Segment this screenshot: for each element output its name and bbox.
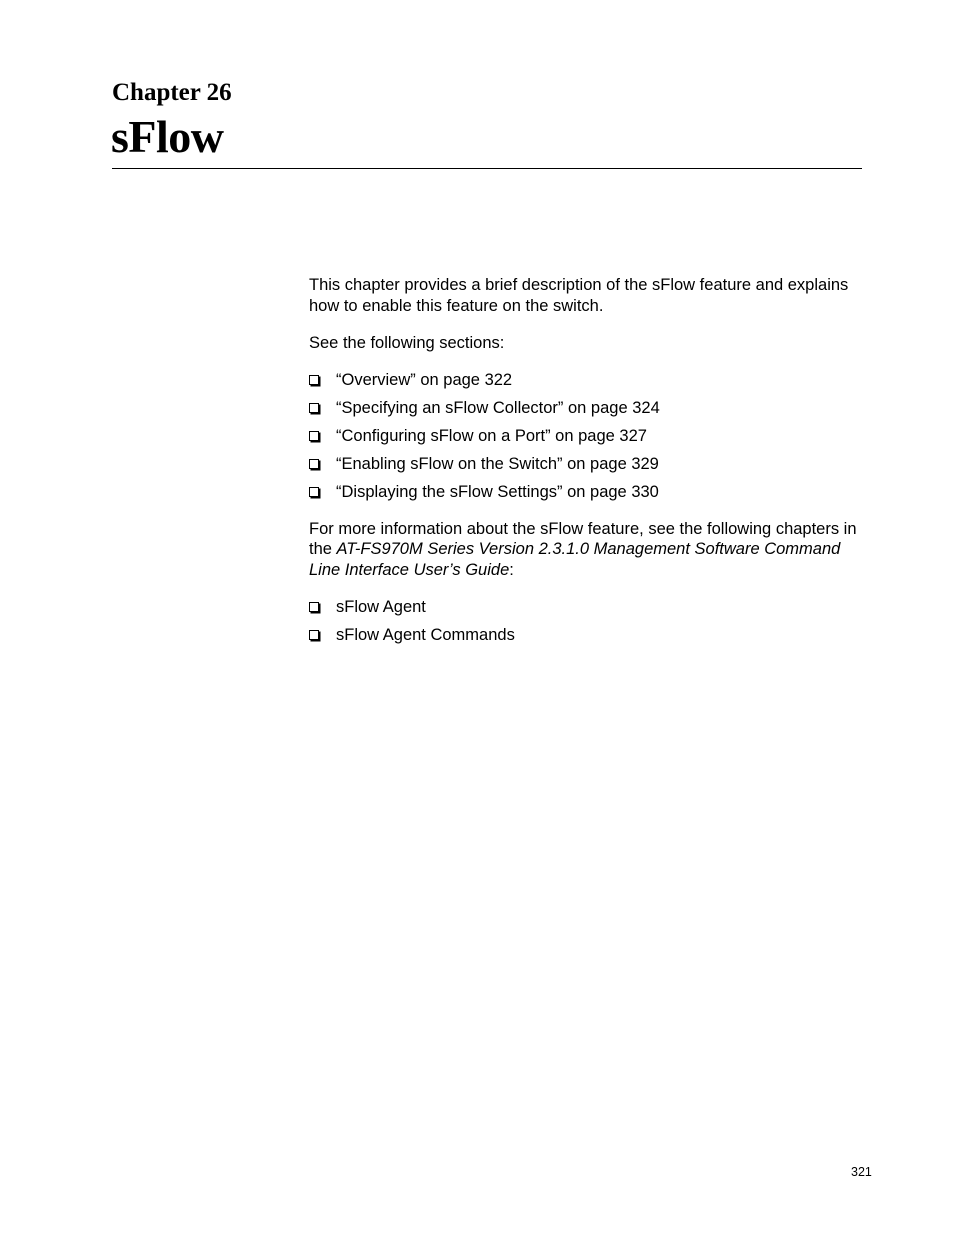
checkbox-bullet-icon [309,630,319,640]
chapter-reference: sFlow Agent Commands [336,625,515,644]
section-link[interactable]: “Displaying the sFlow Settings” on page 330 [336,482,659,501]
list-item[interactable] [309,482,874,503]
checkbox-bullet-icon [309,602,319,612]
chapter-title: sFlow [111,111,224,162]
more-info-paragraph [309,519,874,581]
list-item[interactable] [309,398,874,426]
chapters-list [309,597,874,646]
list-item[interactable] [309,426,874,454]
checkbox-bullet-icon [309,403,319,413]
page-number: 321 [851,1165,872,1179]
section-link[interactable]: “Specifying an sFlow Collector” on page 324 [336,398,660,417]
section-link[interactable]: “Overview” on page 322 [336,370,513,389]
chapter-content [309,275,874,662]
sections-list [309,370,874,503]
guide-title: AT-FS970M Series Version 2.3.1.0 Management Software Command Line Interface User’s Guide [309,540,841,579]
section-link[interactable]: “Configuring sFlow on a Port” on page 327 [336,426,647,445]
list-item [309,625,874,646]
checkbox-bullet-icon [309,375,319,385]
intro-paragraph: This chapter provides a brief description of the sFlow feature and explains how to enable this feature on the switch. [309,276,849,315]
section-link[interactable]: “Enabling sFlow on the Switch” on page 329 [336,454,659,473]
more-info-prefix: For more information about the sFlow feature, see the following chapters in the [309,519,857,558]
chapter-reference: sFlow Agent [336,597,426,616]
title-divider [112,168,862,169]
list-item[interactable] [309,454,874,482]
list-item [309,597,874,625]
chapter-label: Chapter 26 [112,79,232,106]
checkbox-bullet-icon [309,431,319,441]
checkbox-bullet-icon [309,459,319,469]
checkbox-bullet-icon [309,487,319,497]
list-item[interactable] [309,370,874,398]
sections-lead: See the following sections: [309,333,505,352]
more-info-suffix: : [509,560,514,579]
